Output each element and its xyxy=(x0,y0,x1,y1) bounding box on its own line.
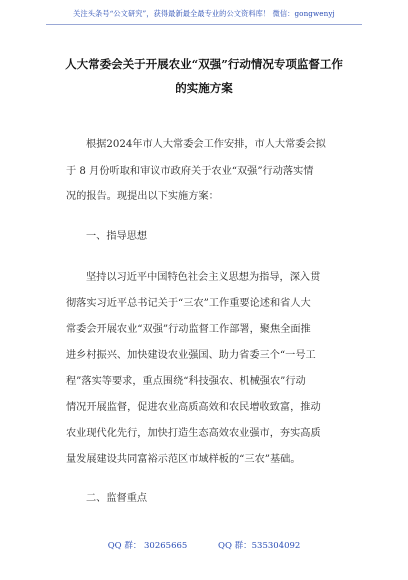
intro-line-1: 根据2024年市人大常委会工作安排，市人大常委会拟 xyxy=(86,139,326,150)
section-1-line-4: 进乡村振兴、加快建设农业强国、助力省委三个“一号工 xyxy=(66,350,316,361)
intro-line-3: 况的报告。现提出以下实施方案： xyxy=(66,191,219,202)
footer-qq-group-1: QQ 群： 30265665 xyxy=(107,541,188,551)
document-title-line-1: 人大常委会关于开展农业“双强”行动情况专项监督工作 xyxy=(65,57,343,71)
section-1-line-1: 坚持以习近平中国特色社会主义思想为指导，深入贯 xyxy=(86,272,321,283)
section-1-heading: 一、指导思想 xyxy=(86,231,148,242)
section-1-line-8: 量发展建设共同富裕示范区市域样板的“三农”基础。 xyxy=(66,454,301,465)
header-note: 关注头条号“公文研究”，获得最新最全最专业的公文资料库！ 微信：gongwenyj xyxy=(73,9,335,18)
section-1-line-6: 情况开展监督，促进农业高质高效和农民增收致富，推动 xyxy=(66,402,321,413)
section-1-line-7: 农业现代化先行，加快打造生态高效农业强市，夯实高质 xyxy=(66,428,321,439)
section-1-line-5: 程”落实等要求，重点围绕“科技强农、机械强农”行动 xyxy=(66,376,306,387)
footer-contact xyxy=(0,539,408,551)
section-2-heading: 二、监督重点 xyxy=(86,493,148,504)
section-1-line-2: 彻落实习近平总书记关于“三农”工作重要论述和省人大 xyxy=(66,298,311,309)
footer-qq-group-2: QQ 群：535304092 xyxy=(218,541,301,551)
section-1-line-3: 常委会开展农业“双强”行动监督工作部署，聚焦全面推 xyxy=(66,324,311,335)
document-title-line-2: 的实施方案 xyxy=(175,81,233,95)
intro-line-2: 于 8 月份听取和审议市政府关于农业“双强”行动落实情 xyxy=(66,166,314,177)
header-divider xyxy=(46,24,362,25)
